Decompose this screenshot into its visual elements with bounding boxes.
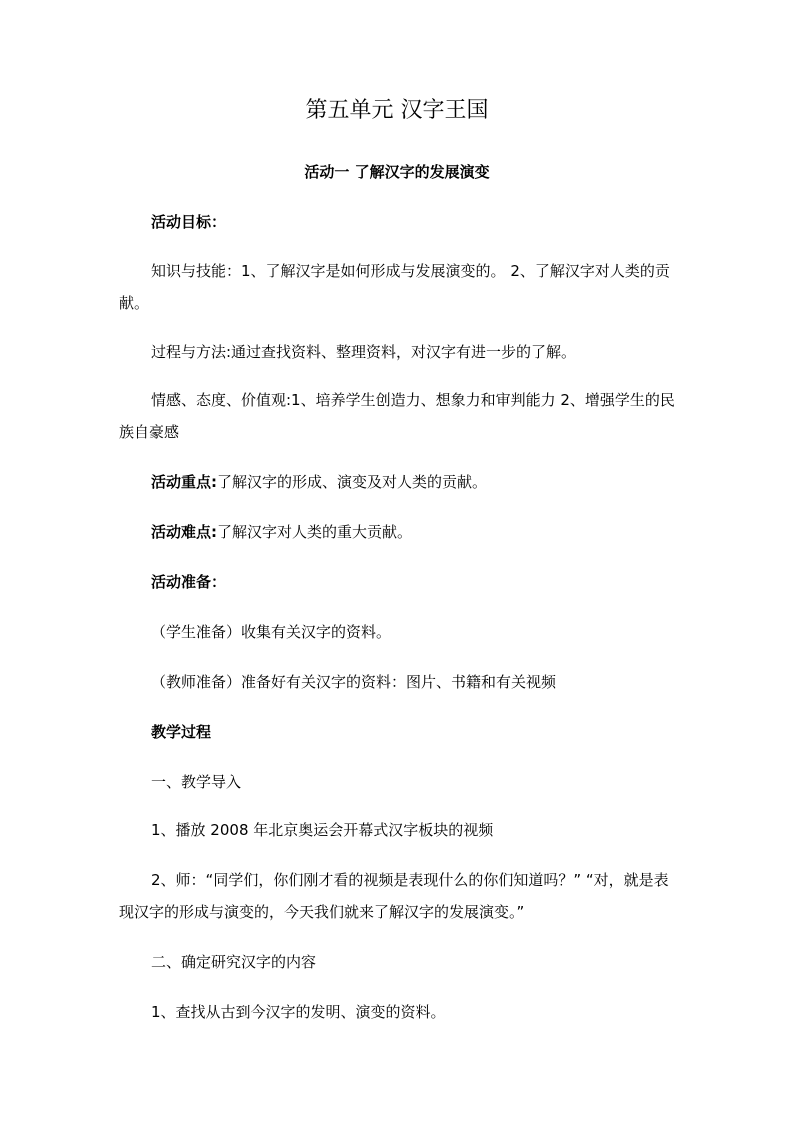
section-teaching-intro: 一、教学导入 <box>151 773 242 791</box>
preparation-heading: 活动准备： <box>151 573 227 591</box>
intro-item-1: 1、播放 2008 年北京奥运会开幕式汉字板块的视频 <box>151 821 494 839</box>
page-title: 第五单元 汉字王国 <box>305 98 489 123</box>
activity-subtitle: 活动一 了解汉字的发展演变 <box>304 163 490 181</box>
activity-focus-label: 活动重点: <box>151 473 217 491</box>
activity-focus-text: 了解汉字的形成、演变及对人类的贡献。 <box>217 473 488 491</box>
knowledge-skills-paragraph: 知识与技能：1、了解汉字是如何形成与发展演变的。 2、了解汉字对人类的贡献。 <box>119 262 670 312</box>
teacher-preparation-paragraph: （教师准备）准备好有关汉字的资料：图片、书籍和有关视频 <box>151 673 557 691</box>
emotion-values-paragraph: 情感、态度、价值观:1、培养学生创造力、想象力和审判能力 2、增强学生的民族自豪感 <box>119 391 675 441</box>
activity-difficulty-label: 活动难点: <box>151 523 217 541</box>
goals-heading: 活动目标： <box>151 213 227 231</box>
activity-difficulty-paragraph <box>119 516 679 548</box>
intro-item-2: 2、师：“同学们，你们刚才看的视频是表现什么的你们知道吗？” “对，就是表现汉字的形成与演变的，今天我们就来了解汉字的发展演变。” <box>119 871 669 921</box>
student-preparation-paragraph: （学生准备）收集有关汉字的资料。 <box>151 623 392 641</box>
activity-difficulty-text: 了解汉字对人类的重大贡献。 <box>217 523 413 541</box>
process-methods-paragraph: 过程与方法:通过查找资料、整理资料，对汉字有进一步的了解。 <box>151 343 577 361</box>
teaching-process-heading: 教学过程 <box>151 723 212 741</box>
activity-focus-paragraph <box>119 466 679 498</box>
research-item-1: 1、查找从古到今汉字的发明、演变的资料。 <box>151 1003 446 1021</box>
section-research-content: 二、确定研究汉字的内容 <box>151 953 317 971</box>
